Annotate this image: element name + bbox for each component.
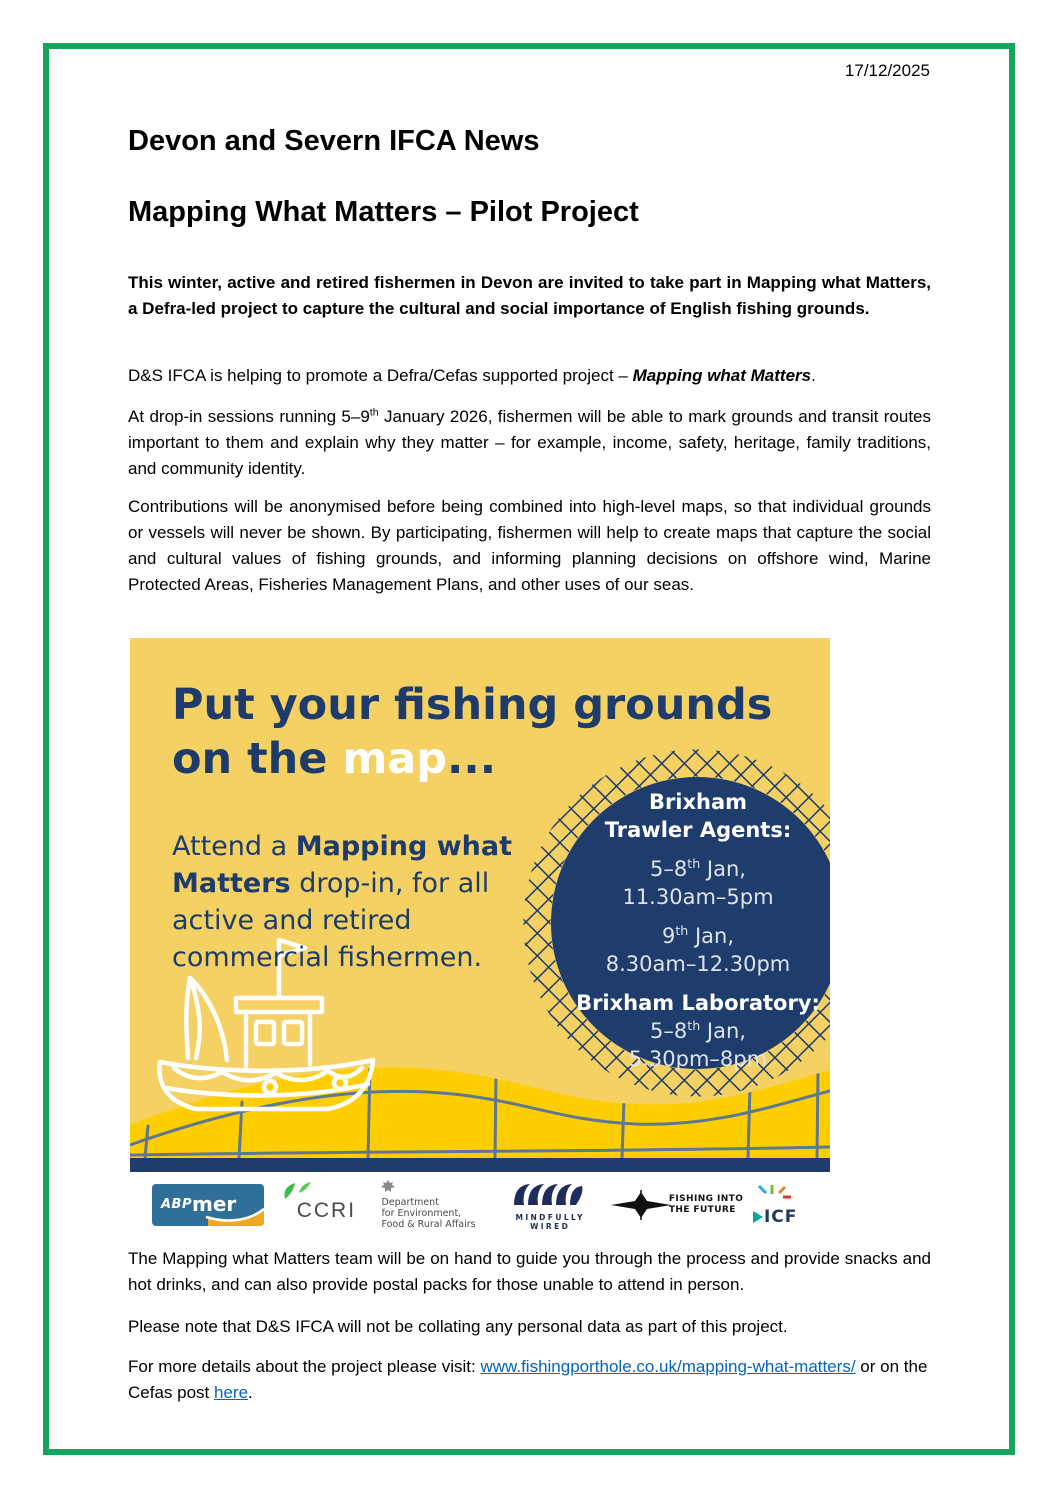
partner-logo-strip xyxy=(130,1172,830,1237)
icf-text: ICF xyxy=(763,1206,798,1227)
text-segment: . xyxy=(248,1383,253,1402)
session-time: 8.30am–12.30pm xyxy=(605,952,791,976)
text-segment: or on the Cefas post xyxy=(128,1357,928,1402)
date-text: 17/12/2025 xyxy=(844,61,930,80)
emphasis-mapping-what-matters: Mapping what Matters xyxy=(632,366,812,385)
superscript-th: th xyxy=(369,406,379,419)
text-segment: D&S IFCA is helping to promote a Defra/Cefas supported project – xyxy=(128,366,633,385)
ccri-leaf-icon xyxy=(281,1181,315,1201)
session-date: 5–8th Jan, xyxy=(650,1018,746,1043)
wave-icon xyxy=(512,1179,588,1207)
paragraph-team: The Mapping what Matters team will be on hand to guide you through the process and provide snacks and hot drinks, and can also provide postal packs for those unable to attend in person. xyxy=(128,1249,931,1294)
defra-text-line: Food & Rural Affairs xyxy=(381,1219,476,1230)
paragraph-intro: This winter, active and retired fishermen in Devon are invited to take part in Mapping what Matters, a Defra-led project to capture the cultural and social importance of English fishing grounds. xyxy=(128,273,931,318)
icf-logo xyxy=(752,1183,808,1227)
poster-navy-strip xyxy=(130,1158,830,1172)
abpmer-mer-text: mer xyxy=(192,1191,237,1216)
ccri-logo xyxy=(273,1181,373,1229)
text-segment: Attend a xyxy=(172,831,296,862)
poster-headline-line1: Put your fishing grounds xyxy=(172,680,773,730)
text-segment: drop-in, for all active and retired commercial fishermen. xyxy=(172,868,490,973)
session-time: 11.30am–5pm xyxy=(622,885,774,909)
page-title: Devon and Severn IFCA News xyxy=(128,125,540,157)
paragraph-contributions: Contributions will be anonymised before being combined into high-level maps, so that individual grounds or vessels will never be shown. By participating, fishermen will help to create maps that capture the social and cultural values of fishing grounds, and informing planning decisions on offshore wind, Marine Protected Areas, Fisheries Management Plans, and other uses of our seas. xyxy=(128,497,931,594)
defra-crest-icon xyxy=(381,1179,396,1194)
venue-laboratory xyxy=(557,989,830,1073)
icf-arrow-icon xyxy=(752,1210,764,1224)
fitf-text-line: THE FUTURE xyxy=(668,1204,736,1215)
paragraph-more-details xyxy=(128,1354,931,1406)
text-segment: on the xyxy=(172,734,343,784)
page-subtitle: Mapping What Matters – Pilot Project xyxy=(128,196,639,228)
defra-text-line: for Environment, xyxy=(381,1208,462,1219)
headline-map-highlight: map xyxy=(342,734,448,784)
attend-bold-segment: Mapping what Matters xyxy=(172,831,512,899)
venue-name-line: Brixham Laboratory: xyxy=(576,991,820,1015)
session-date: 9th Jan, xyxy=(661,923,735,948)
compass-star-icon xyxy=(609,1190,675,1220)
session-time: 5.30pm–8pm xyxy=(628,1047,768,1071)
poster-headline xyxy=(172,678,772,786)
poster-image xyxy=(130,638,830,1237)
session-slot xyxy=(557,922,830,978)
abpmer-logo xyxy=(152,1184,264,1226)
mindfully-wired-logo xyxy=(500,1179,600,1231)
fitf-text-line: FISHING INTO xyxy=(668,1193,744,1204)
poster-artwork xyxy=(130,638,830,1158)
cefas-post-link[interactable]: here xyxy=(214,1383,249,1402)
session-date: 5–8th Jan, xyxy=(650,856,746,881)
mindfully-wired-text: MINDFULLY WIRED xyxy=(515,1212,585,1231)
paragraph-dropin xyxy=(128,404,931,482)
fishing-into-the-future-logo xyxy=(609,1190,743,1220)
abpmer-swoosh-icon xyxy=(152,1184,264,1226)
paragraph-promote xyxy=(128,363,931,389)
sparkle-icon xyxy=(752,1183,796,1203)
fishingporthole-link[interactable]: www.fishingporthole.co.uk/mapping-what-matters/ xyxy=(480,1357,856,1376)
abpmer-abp-text: ABP xyxy=(161,1196,192,1212)
paragraph-personal-data: Please note that D&S IFCA will not be collating any personal data as part of this project. xyxy=(128,1317,788,1336)
venue-name-line: Brixham xyxy=(648,790,748,814)
session-slot xyxy=(557,855,830,911)
venue-name-line: Trawler Agents: xyxy=(604,818,792,842)
ccri-text: CCRI xyxy=(296,1198,357,1222)
sessions-details xyxy=(557,788,830,1073)
text-segment: January 2026, fishermen will be able to mark grounds and transit routes important to them and explain why they matter – for example, income, safety, heritage, family traditions, and community identity. xyxy=(128,407,931,478)
venue-trawler-agents xyxy=(557,788,830,844)
poster-headline-line2 xyxy=(172,732,772,786)
text-segment: At drop-in sessions running 5–9 xyxy=(128,407,370,426)
defra-logo xyxy=(381,1179,491,1230)
text-segment: For more details about the project please visit: xyxy=(128,1357,481,1376)
defra-text-line: Department xyxy=(381,1197,439,1208)
text-segment: ... xyxy=(447,734,497,784)
text-segment: . xyxy=(811,366,816,385)
poster-attend-text xyxy=(172,828,532,976)
